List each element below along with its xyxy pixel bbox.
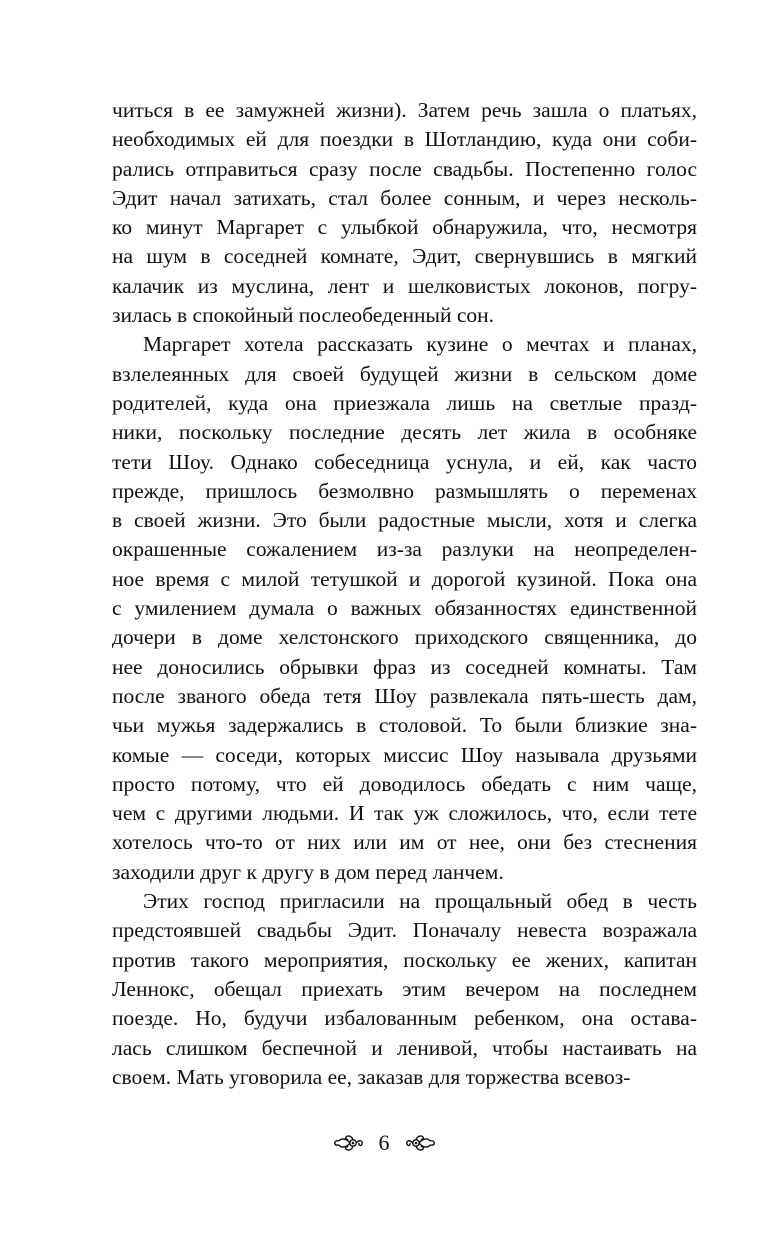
page-text <box>112 96 697 1092</box>
text-line: окрашенные сожалением из-за разлуки на неопределен- <box>112 537 697 562</box>
text-line: в своей жизни. Это были радостные мысли, хотя и слегка <box>112 508 697 533</box>
text-line: против такого мероприятия, поскольку ее жених, капитан <box>112 947 697 972</box>
text-line: чем с другими людьми. И так уж сложилось, что, если тете <box>112 801 697 826</box>
text-line: нее доносились обрывки фраз из соседней комнаты. Там <box>112 654 697 679</box>
text-line: Леннокс, обещал приехать этим вечером на последнем <box>112 976 697 1001</box>
paragraph <box>112 330 697 887</box>
text-line: взлелеянных для своей будущей жизни в сельском доме <box>112 361 697 386</box>
text-line: рались отправиться сразу после свадьбы. Постепенно голос <box>112 156 697 181</box>
text-line: ное время с милой тетушкой и дорогой кузиной. Пока она <box>112 566 697 591</box>
text-line: ники, поскольку последние десять лет жила в особняке <box>112 420 697 445</box>
text-line: после званого обеда тетя Шоу развлекала пять-шесть дам, <box>112 683 697 708</box>
text-line: читься в ее замужней жизни). Затем речь зашла о платьях, <box>112 98 697 122</box>
text-line: комые — соседи, которых миссис Шоу называла друзьями <box>112 742 697 767</box>
text-line: зилась в спокойный послеобеденный сон. <box>112 303 495 328</box>
page-number: 6 <box>378 1130 390 1155</box>
text-line: на шум в соседней комнате, Эдит, свернувшись в мягкий <box>112 244 697 269</box>
left-ornament-icon <box>331 1132 365 1154</box>
text-line: хотелось что-то от них или им от нее, они без стеснения <box>112 830 697 855</box>
text-line: прежде, пришлось безмолвно размышлять о переменах <box>112 478 697 503</box>
right-ornament-icon <box>404 1132 438 1154</box>
text-line: родителей, куда она приезжала лишь на светлые празд- <box>112 390 697 415</box>
text-line: Маргарет хотела рассказать кузине о мечтах и планах, <box>143 332 697 357</box>
text-line: заходили друг к другу в дом перед ланчем. <box>112 859 504 884</box>
text-line: дочери в доме хелстонского приходского священника, до <box>112 625 697 650</box>
text-line: Эдит начал затихать, стал более сонным, и через несколь- <box>112 185 697 210</box>
text-line: лась слишком беспечной и ленивой, чтобы настаивать на <box>112 1035 697 1060</box>
text-line: предстоявшей свадьбы Эдит. Поначалу невеста возражала <box>112 918 697 943</box>
text-line: тети Шоу. Однако собеседница уснула, и ей, как часто <box>112 449 697 474</box>
text-line: поезде. Но, будучи избалованным ребенком, она остава- <box>112 1006 697 1031</box>
page-footer <box>0 1125 768 1161</box>
text-line: с умилением думала о важных обязанностях единственной <box>112 596 697 621</box>
text-line: просто потому, что ей доводилось обедать с ним чаще, <box>112 771 697 796</box>
text-line: Этих господ пригласили на прощальный обед в честь <box>143 889 697 914</box>
text-line: своем. Мать уговорила ее, заказав для торжества всевоз- <box>112 1064 631 1089</box>
text-line: необходимых ей для поездки в Шотландию, куда они соби- <box>112 127 697 152</box>
text-line: калачик из муслина, лент и шелковистых локонов, погру- <box>112 273 697 298</box>
text-line: ко минут Маргарет с улыбкой обнаружила, что, несмотря <box>112 215 697 240</box>
paragraph <box>112 96 697 330</box>
text-line: чьи мужья задержались в столовой. То были близкие зна- <box>112 713 697 738</box>
paragraph <box>112 887 697 1092</box>
